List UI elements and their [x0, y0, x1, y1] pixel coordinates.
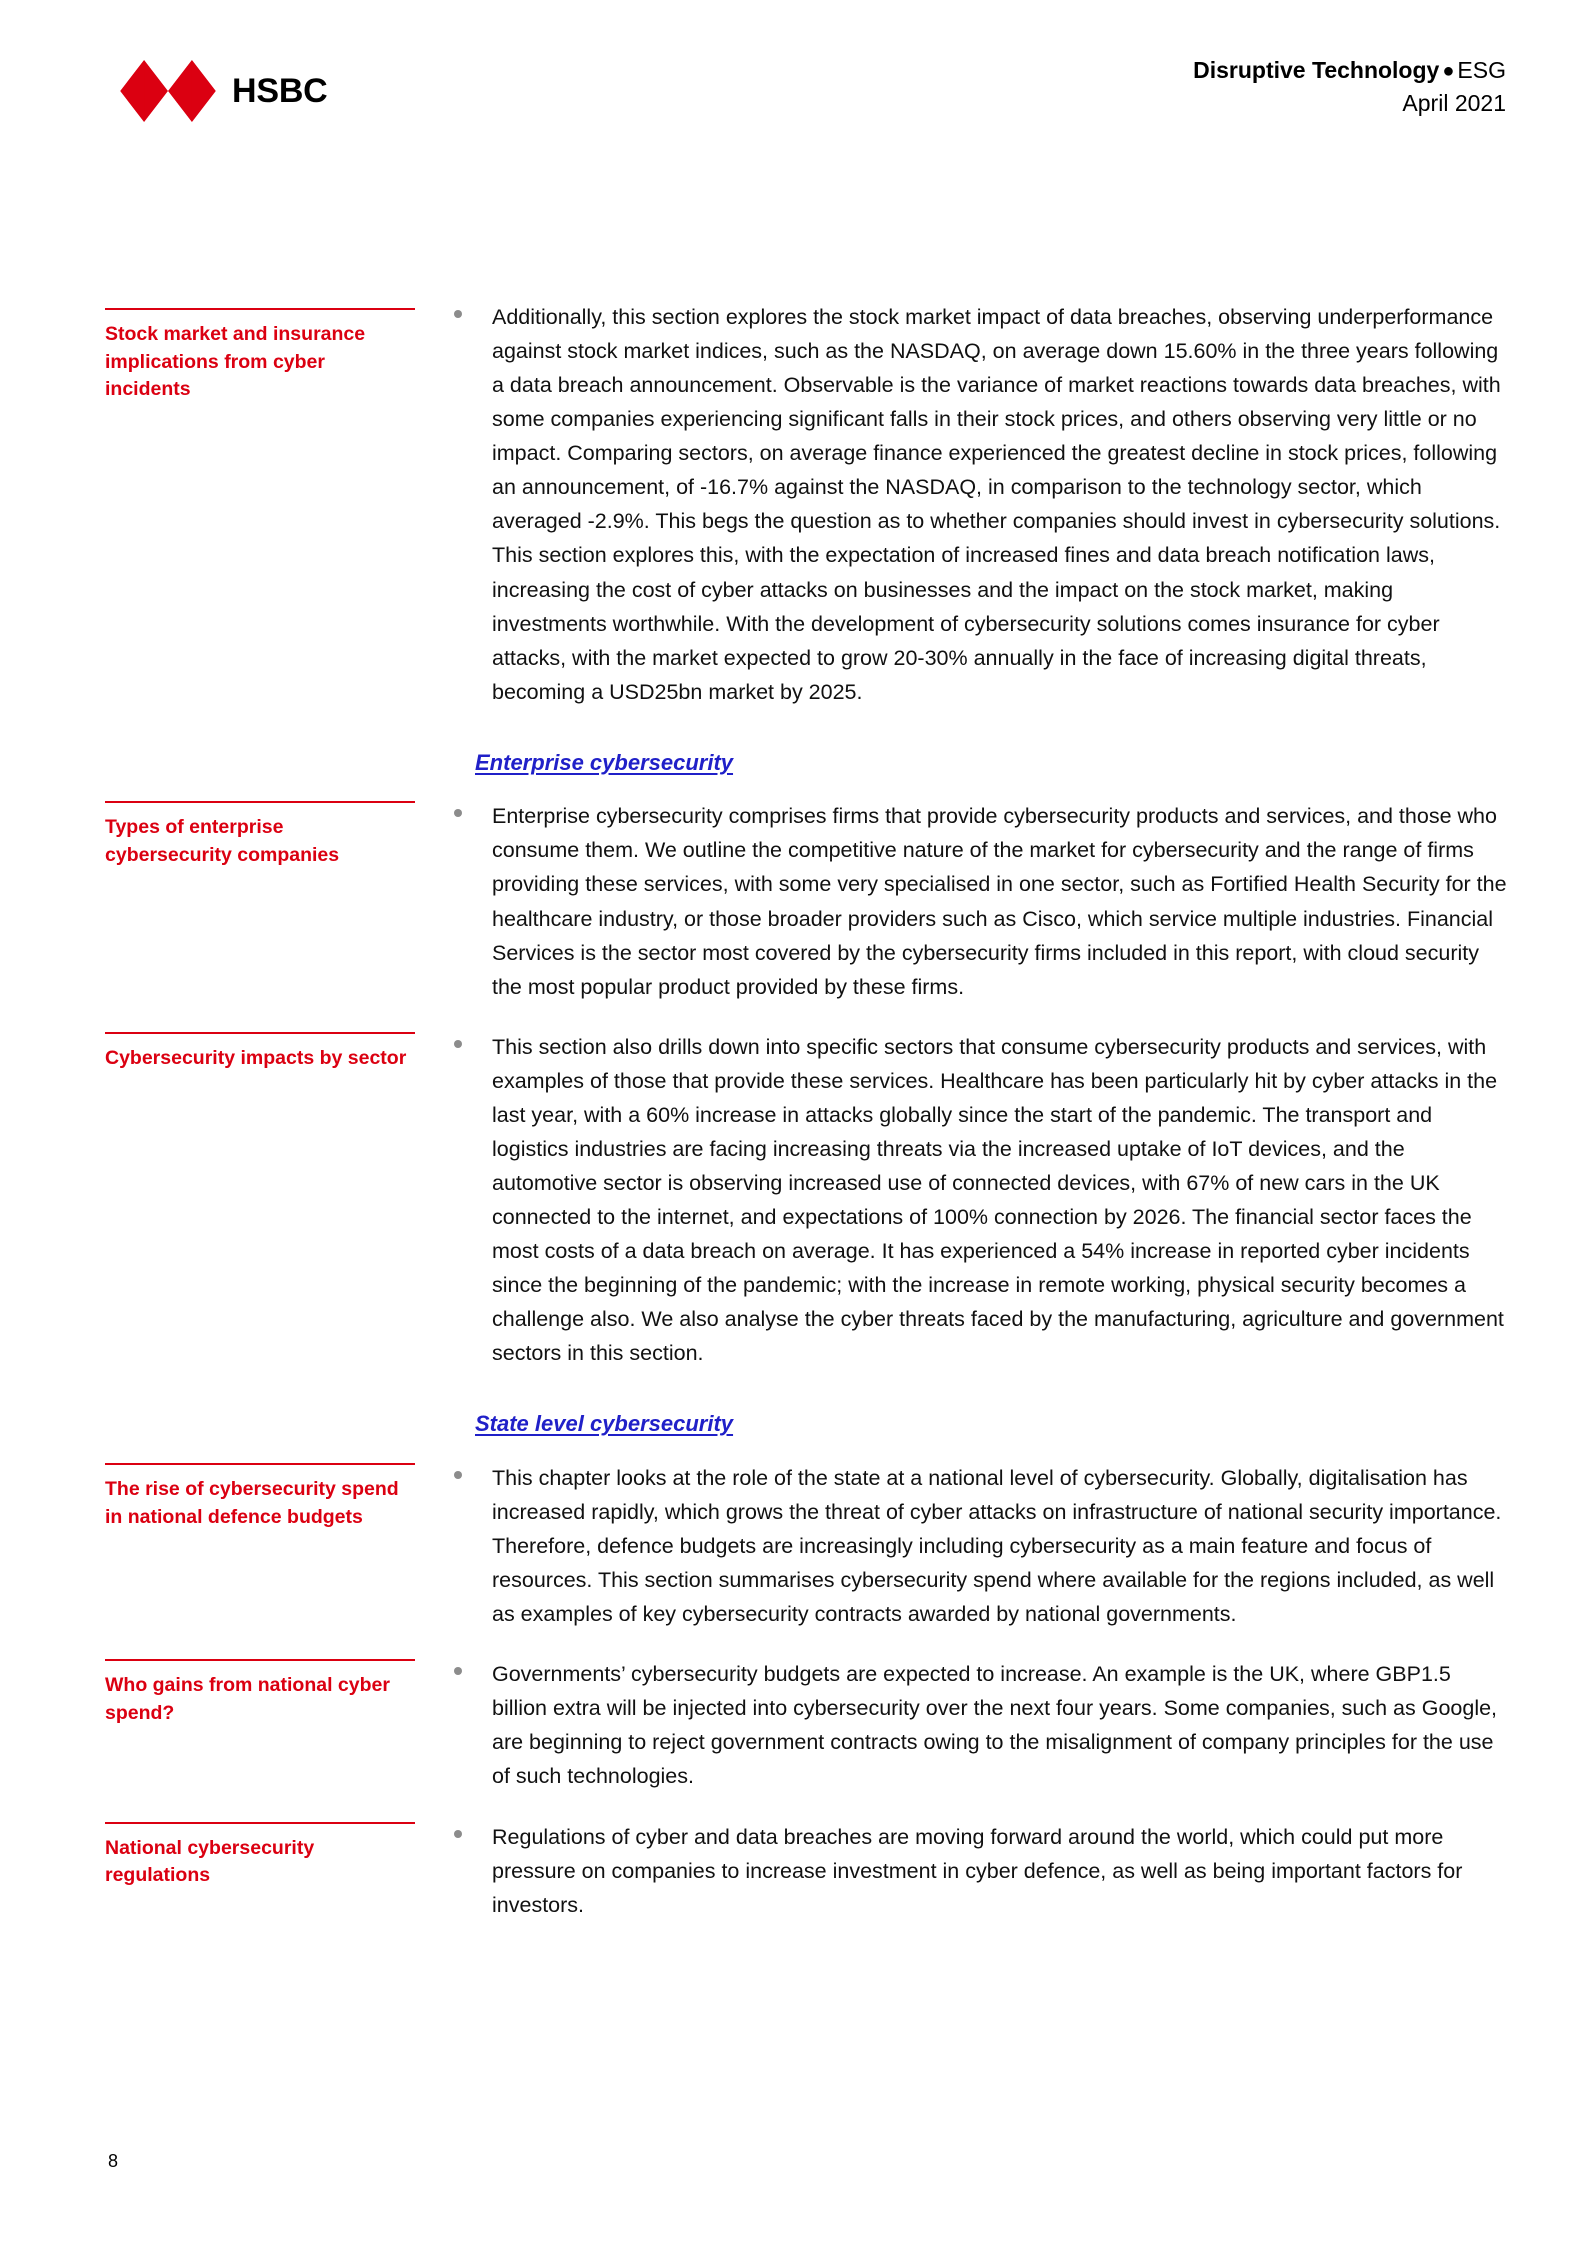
main-column	[425, 735, 1508, 800]
header-title-suffix: ESG	[1457, 57, 1506, 83]
main-column	[425, 1461, 1508, 1657]
bullet-dot-icon	[448, 1030, 492, 1048]
main-column	[425, 799, 1508, 1029]
content-row	[105, 735, 1508, 800]
side-note-cybersecurity-impacts-by-sector: Cybersecurity impacts by sector	[105, 1032, 415, 1073]
bullet-dot-icon	[448, 1657, 492, 1675]
content-row	[105, 1461, 1508, 1657]
bullet-text: Additionally, this section explores the stock market impact of data breaches, observing underperformance against stock market indices, such as the NASDAQ, on average down 15.60% in the three years following a data breach announcement. Observable is the variance of market reactions towards data breaches, with some companies experiencing significant falls in their stock prices, and others observing very little or no impact. Comparing sectors, on average finance experienced the greatest decline in stock prices, following an announcement, of -16.7% against the NASDAQ, in comparison to the technology sector, which averaged -2.9%. This begs the question as to whether companies should invest in cybersecurity solutions. This section explores this, with the expectation of increased fines and data breach notification laws, increasing the cost of cyber attacks on businesses and the impact on the stock market, making investments worthwhile. With the development of cybersecurity solutions comes insurance for cyber attacks, with the market expected to grow 20-30% annually in the face of increasing digital threats, becoming a USD25bn market by 2025.	[492, 305, 1501, 704]
section-link-row[interactable]	[448, 1410, 1508, 1439]
side-note-who-gains-from-national-cyber-spend: Who gains from national cyber spend?	[105, 1659, 415, 1727]
side-note-types-of-enterprise-companies: Types of enterprise cybersecurity companies	[105, 801, 415, 869]
page-number: 8	[108, 2151, 119, 2171]
diamond-bullet-icon	[431, 749, 475, 773]
hsbc-hexagon-logo-icon	[120, 60, 216, 122]
bullet-text: Governments’ cybersecurity budgets are expected to increase. An example is the UK, where GBP1.5 billion extra will be injected into cybersecurity over the next four years. Some companies, such as Google, are beginning to reject government contracts owing to the misalignment of company principles for the use of such technologies.	[492, 1662, 1498, 1789]
bullet-item	[448, 1030, 1508, 1371]
main-column	[425, 1657, 1508, 1819]
header-meta	[1193, 54, 1506, 119]
bullet-dot-icon	[448, 1820, 492, 1838]
bullet-text: This chapter looks at the role of the state at a national level of cybersecurity. Globally, digitalisation has increased rapidly, which grows the threat of cyber attacks on infrastructure of national security importance. Therefore, defence budgets are increasingly including cybersecurity as a main feature and focus of resources. This section summarises cybersecurity spend where available for the regions included, as well as examples of key cybersecurity contracts awarded by national governments.	[492, 1465, 1502, 1627]
bullet-text: Regulations of cyber and data breaches are moving forward around the world, which could put more pressure on companies to increase investment in cyber defence, as well as being important factors for investors.	[492, 1824, 1463, 1917]
main-column	[425, 1396, 1508, 1461]
hsbc-logo	[120, 60, 328, 122]
page-header	[0, 46, 1586, 156]
bullet-item	[448, 1461, 1508, 1631]
content-row	[105, 1030, 1508, 1397]
side-note-stock-market-insurance: Stock market and insurance implications from cyber incidents	[105, 308, 415, 404]
side-note-national-cybersecurity-regulations: National cybersecurity regulations	[105, 1822, 415, 1890]
page-content	[105, 300, 1508, 1948]
bullet-item	[448, 300, 1508, 709]
bullet-text: Enterprise cybersecurity comprises firms that provide cybersecurity products and services, and those who consume them. We outline the competitive nature of the market for cybersecurity and the range of firms providing these services, with some very specialised in one sector, such as Fortified Health Security for the healthcare industry, or those broader providers such as Cisco, which service multiple industries. Financial Services is the sector most covered by the cybersecurity firms included in this report, with cloud security the most popular product provided by these firms.	[492, 804, 1507, 999]
content-row	[105, 1396, 1508, 1461]
main-column	[425, 300, 1508, 735]
section-link-row[interactable]	[448, 749, 1508, 778]
bullet-item	[448, 799, 1508, 1003]
header-title	[1193, 54, 1506, 87]
content-row	[105, 300, 1508, 735]
hsbc-wordmark: HSBC	[232, 72, 328, 110]
header-bullet-separator-icon: ●	[1442, 60, 1455, 82]
section-link-enterprise-cybersecurity[interactable]: Enterprise cybersecurity	[475, 749, 734, 775]
header-title-main: Disruptive Technology	[1193, 57, 1440, 83]
bullet-dot-icon	[448, 1461, 492, 1479]
section-link-state-level-cybersecurity[interactable]: State level cybersecurity	[475, 1411, 734, 1437]
bullet-dot-icon	[448, 799, 492, 817]
diamond-bullet-icon	[431, 1410, 475, 1434]
bullet-item	[448, 1657, 1508, 1793]
main-column	[425, 1030, 1508, 1397]
content-row	[105, 1820, 1508, 1948]
content-row	[105, 1657, 1508, 1819]
content-row	[105, 799, 1508, 1029]
header-date: April 2021	[1402, 89, 1506, 116]
side-note-rise-of-cyber-spend-defence-budgets: The rise of cybersecurity spend in national defence budgets	[105, 1463, 415, 1531]
bullet-item	[448, 1820, 1508, 1922]
bullet-text: This section also drills down into specific sectors that consume cybersecurity products and services, with examples of those that provide these services. Healthcare has been particularly hit by cyber attacks in the last year, with a 60% increase in attacks globally since the start of the pandemic. The transport and logistics industries are facing increasing threats via the increased uptake of IoT devices, and the automotive sector is observing increased use of connected devices, with 67% of new cars in the UK connected to the internet, and expectations of 100% connection by 2026. The financial sector faces the most costs of a data breach on average. It has experienced a 54% increase in reported cyber incidents since the beginning of the pandemic; with the increase in remote working, physical security becomes a challenge also. We also analyse the cyber threats faced by the manufacturing, agriculture and government sectors in this section.	[492, 1034, 1504, 1366]
main-column	[425, 1820, 1508, 1948]
bullet-dot-icon	[448, 300, 492, 318]
